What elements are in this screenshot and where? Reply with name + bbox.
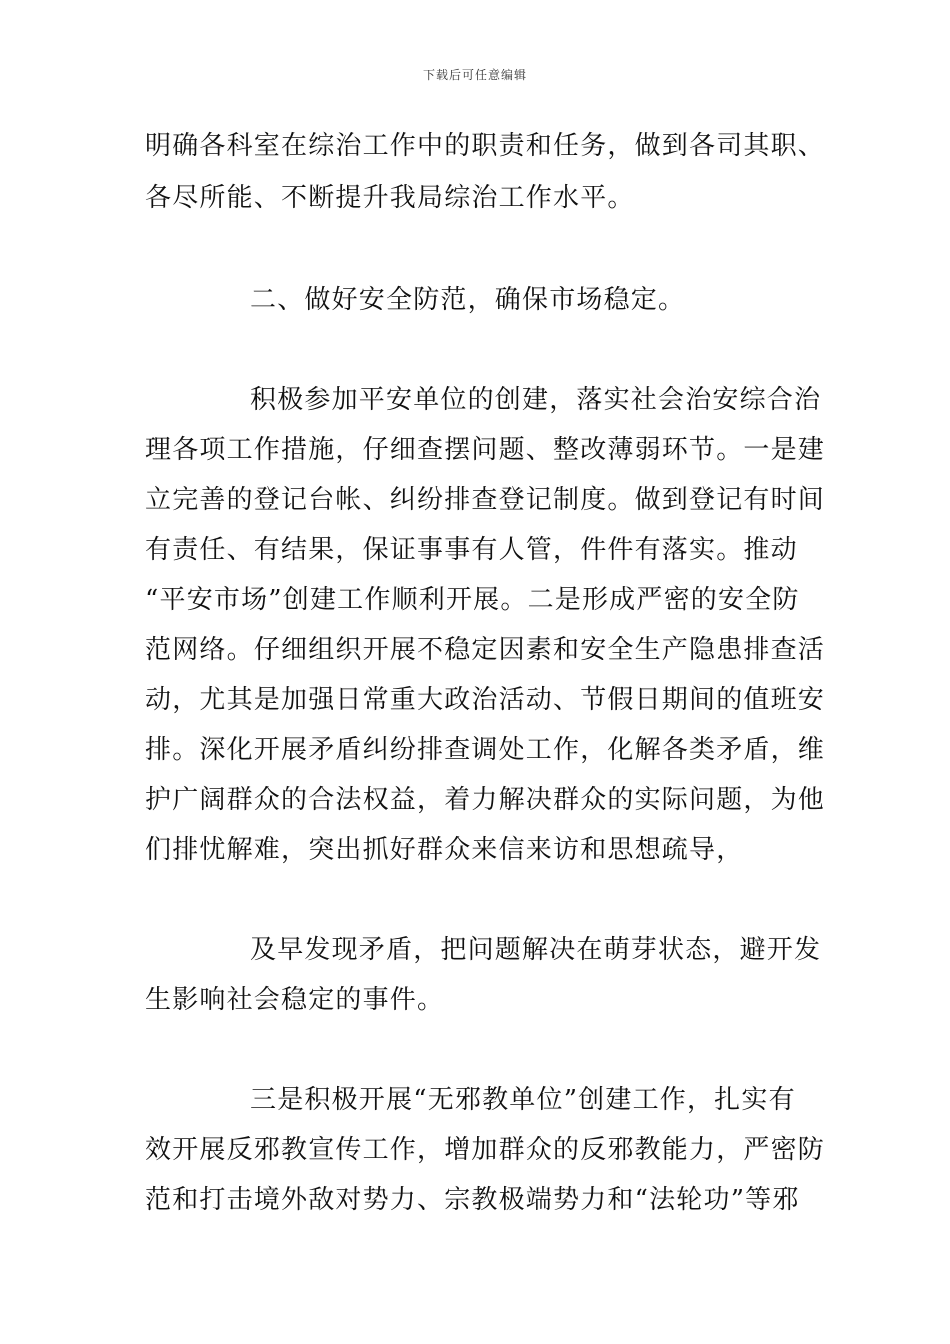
paragraph-line: 立完善的登记台帐、纠纷排查登记制度。做到登记有时间 [145,485,826,515]
paragraph-line: 范和打击境外敌对势力、宗教极端势力和“法轮功”等邪 [145,1185,800,1215]
paragraph-line: 生影响社会稳定的事件。 [145,985,445,1015]
header-note: 下载后可任意编辑 [422,68,527,82]
paragraph-line: 三是积极开展“无邪教单位”创建工作，扎实有 [250,1085,796,1115]
paragraph-line: 明确各科室在综治工作中的职责和任务，做到各司其职、 [145,131,826,161]
paragraph-line: 护广阔群众的合法权益，着力解决群众的实际问题，为他 [145,785,826,815]
paragraph-line: 各尽所能、不断提升我局综治工作水平。 [145,183,635,213]
paragraph-line: 范网络。仔细组织开展不稳定因素和安全生产隐患排查活 [145,635,826,665]
paragraph-line: 理各项工作措施，仔细查摆问题、整改薄弱环节。一是建 [145,435,826,465]
paragraph-line: 积极参加平安单位的创建，落实社会治安综合治 [250,385,822,415]
paragraph-line: 及早发现矛盾，把问题解决在萌芽状态，避开发 [250,935,822,965]
paragraph-line: “平安市场”创建工作顺利开展。二是形成严密的安全防 [145,585,800,615]
paragraph-line: 有责任、有结果，保证事事有人管，件件有落实。推动 [145,535,798,565]
paragraph-line: 排。深化开展矛盾纠纷排查调处工作，化解各类矛盾，维 [145,735,826,765]
section-heading: 二、做好安全防范，确保市场稳定。 [250,285,686,315]
paragraph-line: 效开展反邪教宣传工作，增加群众的反邪教能力，严密防 [145,1135,826,1165]
paragraph-line: 动，尤其是加强日常重大政治活动、节假日期间的值班安 [145,685,826,715]
paragraph-line: 们排忧解难，突出抓好群众来信来访和思想疏导， [145,835,744,865]
